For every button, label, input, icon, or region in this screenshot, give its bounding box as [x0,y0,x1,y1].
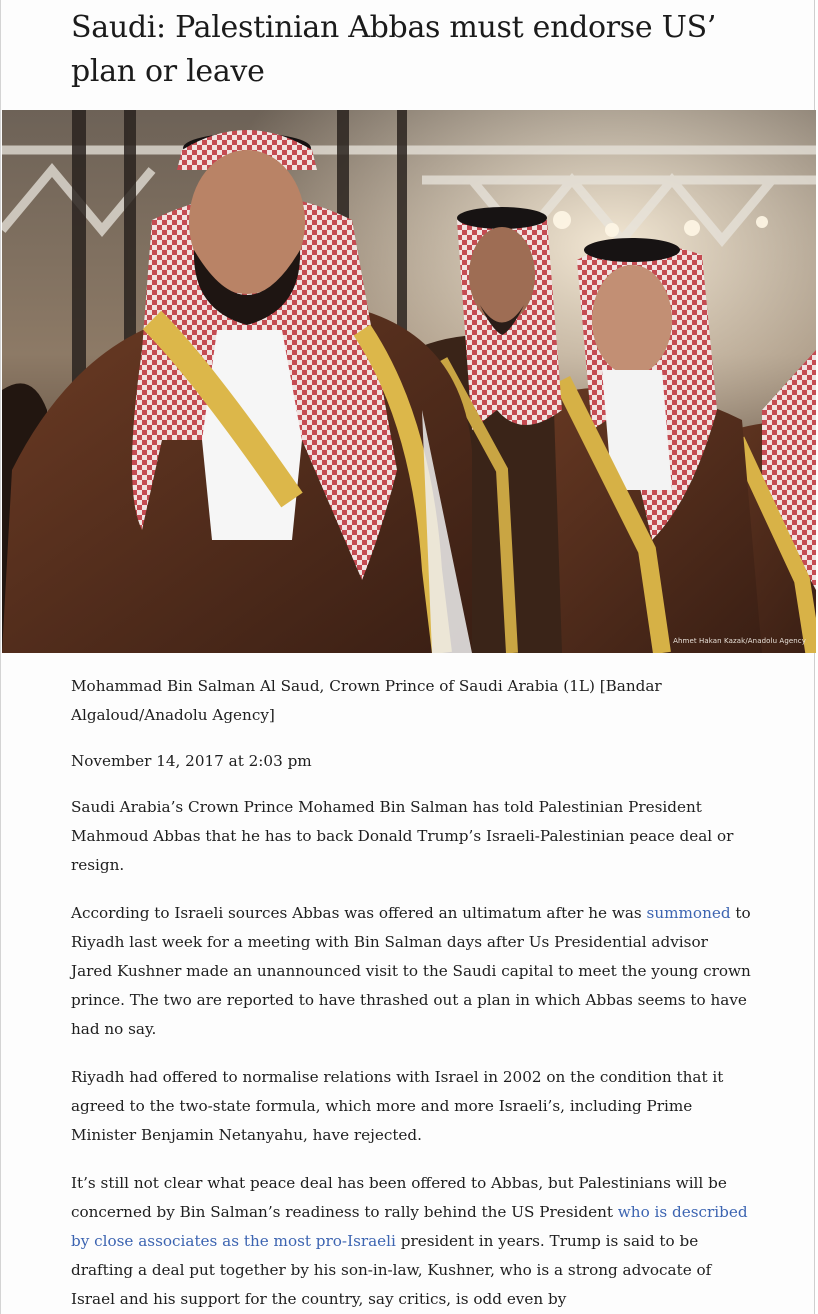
article-photo [2,110,816,653]
article-title: Saudi: Palestinian Abbas must endorse US’ plan or leave [71,10,717,89]
summoned-link[interactable]: summoned [646,904,731,922]
pro-israeli-link[interactable]: who is described by close associates as the most pro-Israeli [71,1203,748,1250]
paragraph-2-text-start: According to Israeli sources Abbas was offered an ultimatum after he was [71,904,647,922]
photo-illustration [2,110,816,653]
paragraph-4-text-end: president in years. Trump is said to be drafting a deal put together by his son-in-law, Kushner, who is a strong advocate of Israel and his support for the country, say critics, is odd even by [71,1232,712,1308]
paragraph-1: Saudi Arabia’s Crown Prince Mohamed Bin Salman has told Palestinian President Mahmoud Abbas that he has to back Donald Trump’s Israeli-Palestinian peace deal or resign. [71,798,734,874]
paragraph-3: Riyadh had offered to normalise relations with Israel in 2002 on the condition that it agreed to the two-state formula, which more and more Israeli’s, including Prime Minister Benjamin Netanyahu, have rejected. [71,1068,724,1144]
article-body [71,672,751,1314]
publish-date: November 14, 2017 at 2:03 pm [71,752,312,770]
photo-credit: Ahmet Hakan Kazak/Anadolu Agency [673,637,806,645]
paragraph-4-text-start: It’s still not clear what peace deal has been offered to Abbas, but Palestinians will be concerned by Bin Salman’s readiness to rally behind the US President [71,1174,727,1221]
photo-caption: Mohammad Bin Salman Al Saud, Crown Prince of Saudi Arabia (1L) [Bandar Algaloud/Anadolu Agency] [71,677,662,724]
paragraph-2-text-end: to Riyadh last week for a meeting with Bin Salman days after Us Presidential advisor Jared Kushner made an unannounced visit to the Saudi capital to meet the young crown prince. The two are reported to have thrashed out a plan in which Abbas seems to have had no say. [71,904,751,1038]
paragraph-4 [71,1169,751,1314]
paragraph-2 [71,899,751,1044]
